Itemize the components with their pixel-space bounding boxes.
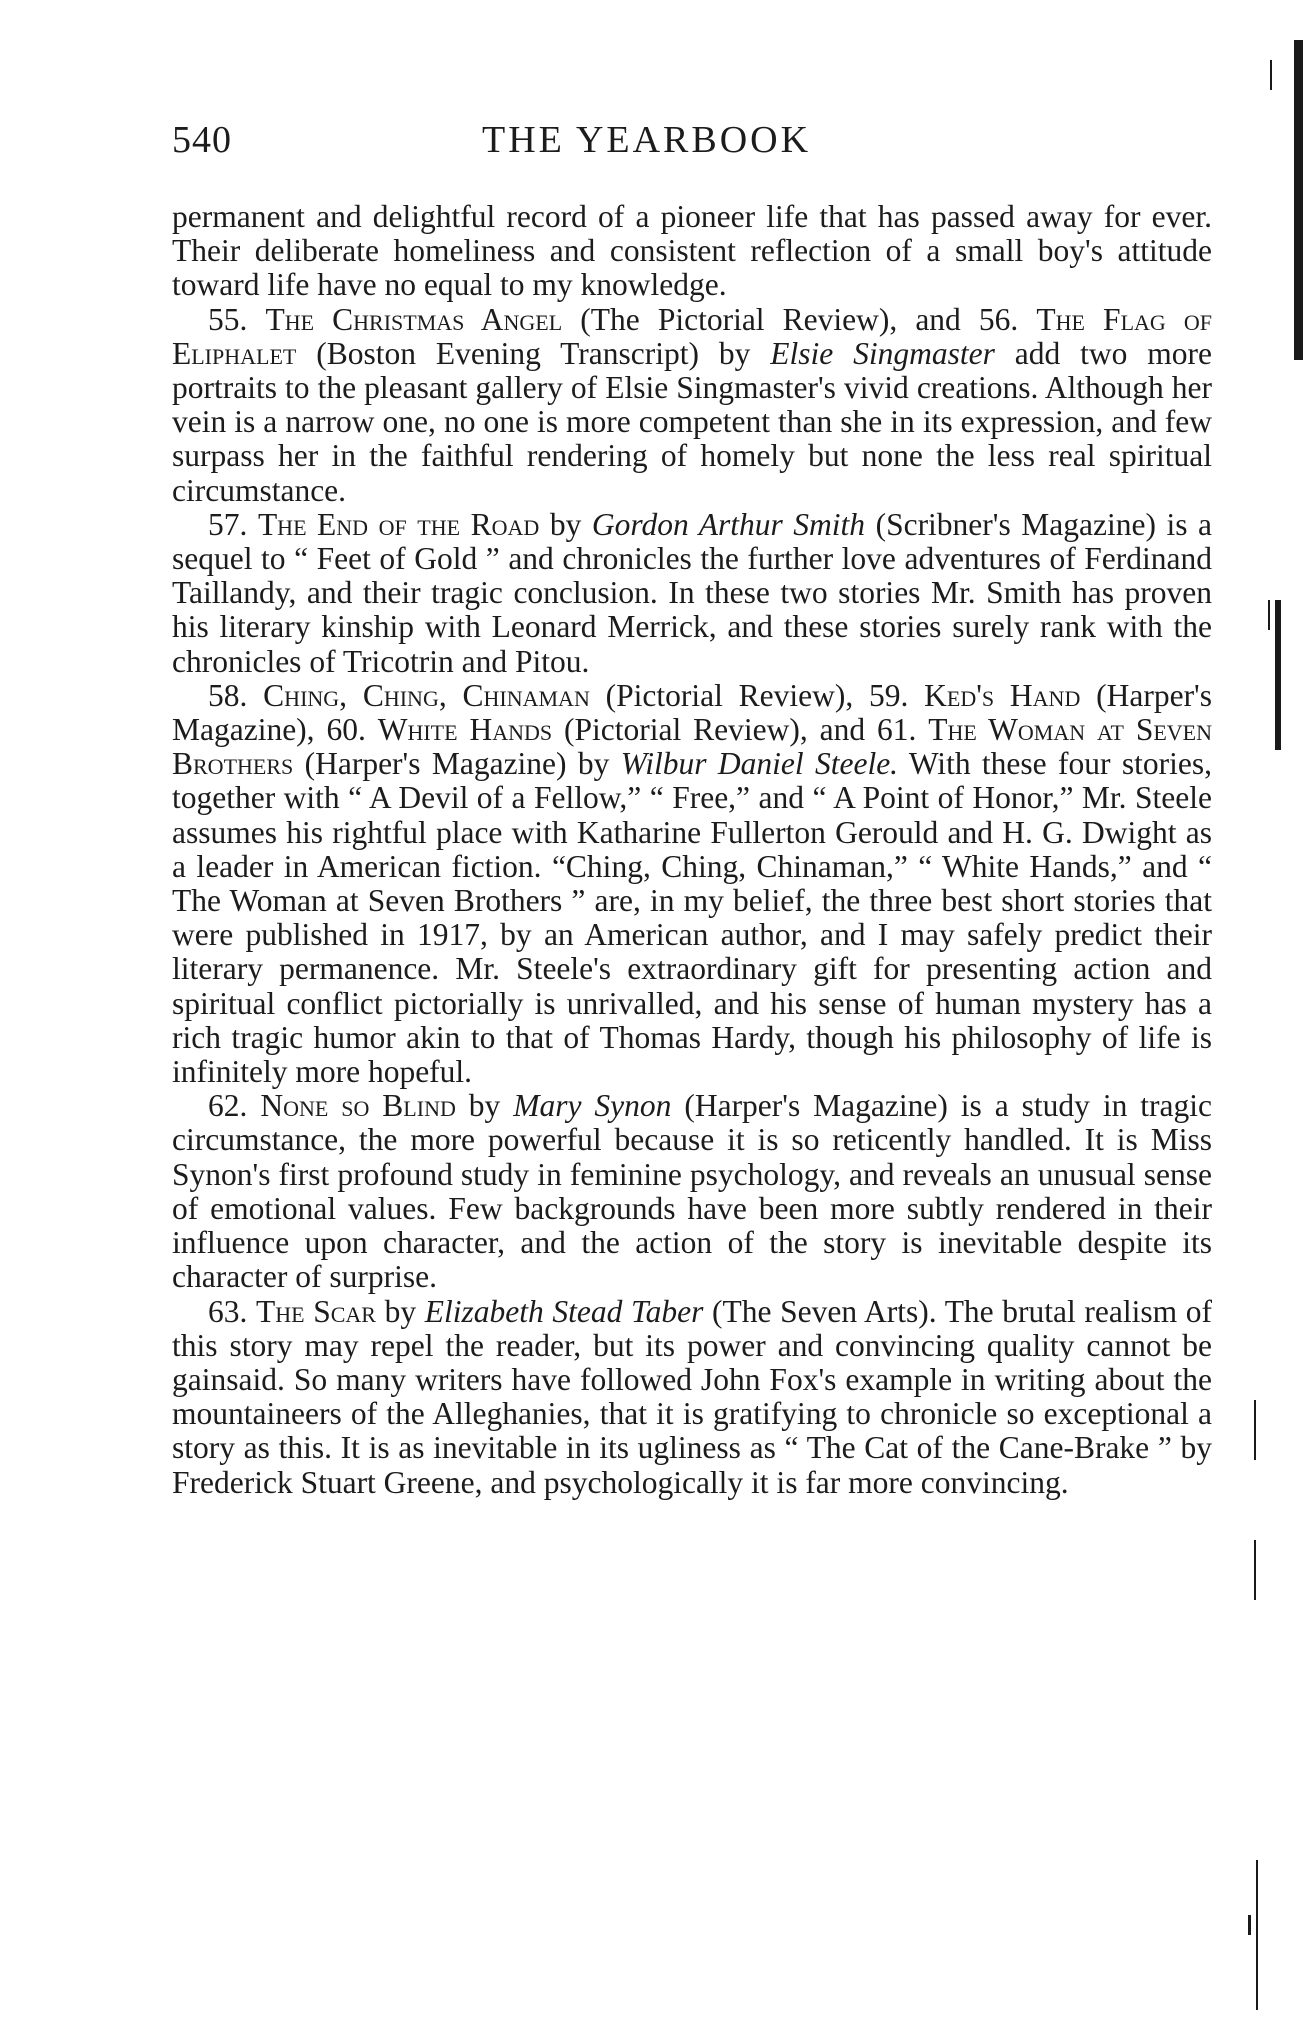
story-title: The Flag of Eliphalet (172, 301, 1213, 371)
paragraph-entry-55-56 (172, 303, 1212, 508)
paragraph-text: by (539, 506, 592, 542)
page-header (172, 118, 1212, 178)
story-title: White Hands (377, 712, 553, 748)
entry-number: 63. (208, 1293, 257, 1329)
paragraph-text: (Harper's Magazine) is a study in tragic circumstance, the more powerful because it is so reticently handled. It is Miss Synon's first profound study in feminine psychology, and reveals an unusual sense of emotional values. Few backgrounds have been more subtly rendered in their influence upon character, and the action of the story is inevitable despite its character of surprise. (172, 1088, 1213, 1295)
scan-artifact (1256, 1860, 1258, 2010)
entry-number: 57. (208, 506, 258, 542)
paragraph-text: (Scribner's Magazine) is a sequel to “ Feet of Gold ” and chronicles the further love adventures of Ferdinand Taillandy, and their tragic conclusion. In these two stories Mr. Smith has proven his literary kinship with Leonard Merrick, and these stories surely rank with the chronicles of Tricotrin and Pitou. (172, 506, 1213, 679)
story-title: The Woman at Seven Brothers (172, 712, 1212, 782)
author-name: Mary Synon (513, 1088, 672, 1124)
scan-artifact (1270, 60, 1272, 90)
story-title: Ked's Hand (924, 677, 1081, 713)
paragraph-text: by (455, 1088, 514, 1124)
scan-artifact (1254, 1400, 1256, 1460)
running-title: THE YEARBOOK (482, 119, 812, 161)
story-title: The Scar (256, 1293, 376, 1329)
author-name: Gordon Arthur Smith (591, 506, 866, 542)
paragraph-entry-62 (172, 1089, 1212, 1294)
story-title: The Christmas Angel (265, 301, 563, 337)
paragraph-entry-63 (172, 1295, 1212, 1500)
paragraph-text: (Harper's Magazine), 60. (172, 677, 1212, 748)
paragraph-entry-58-61 (172, 679, 1212, 1089)
entry-number: 55. (208, 301, 266, 337)
paragraph-text: (Harper's Magazine) by (293, 746, 621, 782)
paragraph-text: permanent and delightful record of a pioneer life that has passed away for ever. Their deliberate homeliness and consistent reflection of a small boy's attitude toward life have no equal to my knowledge. (172, 199, 1212, 303)
story-title: None so Blind (260, 1088, 456, 1124)
story-title: Ching, Ching, Chinaman (263, 677, 590, 713)
paragraph-text: With these four stories, together with “ A Devil of a Fellow,” “ Free,” and “ A Point of Honor,” Mr. Steele assumes his rightful place with Katharine Fullerton Gerould and H. G. Dwight as a leader in American fiction. “Ching, Ching, Chinaman,” “ White Hands,” and “ The Woman at Seven Brothers ” are, in my belief, the three best short stories that were published in 1917, by an American author, and I may safely predict their literary permanence. Mr. Steele's extraordinary gift for presenting action and spiritual conflict pictorially is unrivalled, and his sense of human mystery has a rich tragic humor akin to that of Thomas Hardy, though his philosophy of life is infinitely more hopeful. (172, 746, 1212, 1090)
body-text (172, 200, 1212, 1500)
paragraph-text: by (375, 1293, 425, 1329)
paragraph-text: (Pictorial Review), 59. (589, 677, 925, 713)
scan-artifact (1254, 1540, 1256, 1600)
paragraph-text: (Boston Evening Transcript) by (296, 335, 771, 371)
page-number: 540 (172, 119, 232, 161)
paragraph-continuation (172, 200, 1212, 303)
entry-number: 62. (208, 1088, 261, 1124)
entry-number: 58. (208, 677, 264, 713)
scan-artifact (1275, 600, 1281, 750)
author-name: Wilbur Daniel Steele. (620, 746, 899, 782)
paragraph-text: (The Seven Arts). The brutal realism of this story may repel the reader, but its power and convincing quality cannot be gainsaid. So many writers have followed John Fox's example in writing about the mountaineers of the Alleghanies, that it is gratifying to chronicle so exceptional a story as this. It is as inevitable in its ugliness as “ The Cat of the Cane-Brake ” by Frederick Stuart Greene, and psychologically it is far more convincing. (172, 1293, 1213, 1500)
scan-artifact (1294, 40, 1303, 360)
author-name: Elizabeth Stead Taber (424, 1293, 704, 1329)
story-title: The End of the Road (257, 506, 540, 542)
paragraph-entry-57 (172, 508, 1212, 679)
scan-artifact (1248, 1915, 1251, 1935)
paragraph-text: add two more portraits to the pleasant gallery of Elsie Singmaster's vivid creations. Although her vein is a narrow one, no one is more competent than she in its expression, and few surpass her in the faithful rendering of homely but none the less real spiritual circumstance. (172, 335, 1212, 508)
author-name: Elsie Singmaster (770, 335, 995, 371)
scan-artifact (1268, 600, 1270, 630)
paragraph-text: (Pictorial Review), and 61. (552, 712, 929, 748)
paragraph-text: (The Pictorial Review), and 56. (562, 301, 1037, 337)
